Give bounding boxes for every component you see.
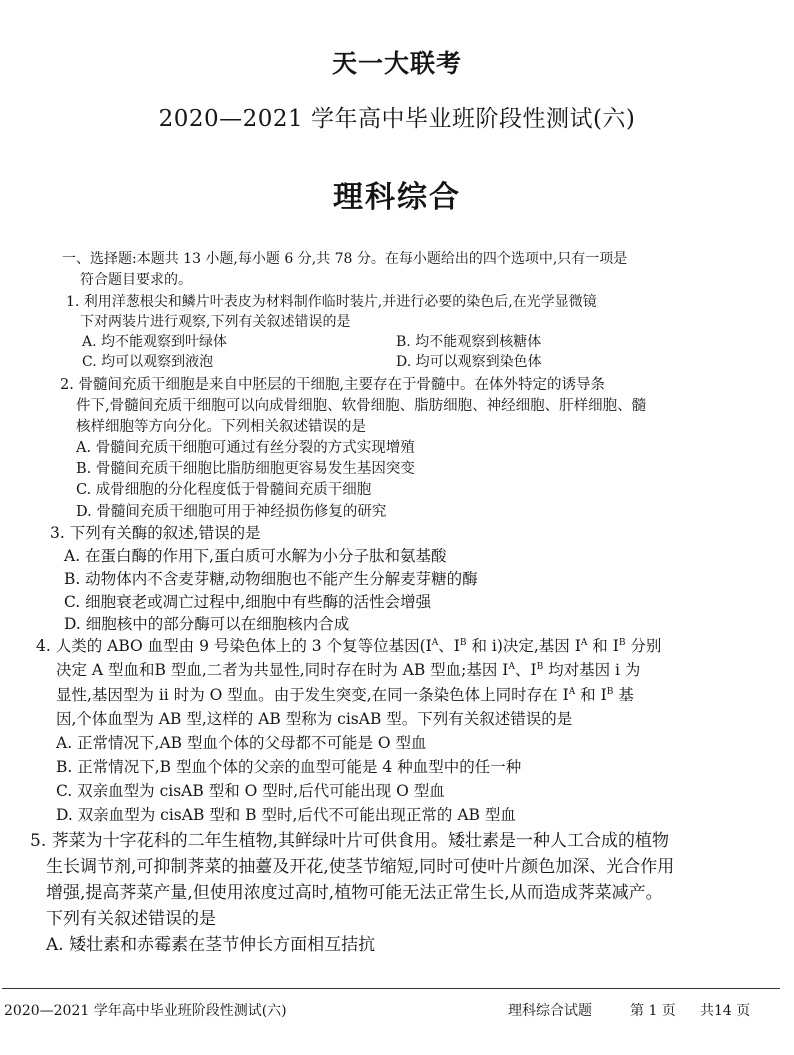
q4-option-d: D. 双亲血型为 cisAB 型和 B 型时,后代不可能出现正常的 AB 型血 bbox=[56, 806, 516, 824]
footer-exam-name: 2020—2021 学年高中毕业班阶段性测试(六) bbox=[4, 1003, 287, 1019]
q1-option-d: D. 均可以观察到染色体 bbox=[396, 354, 542, 370]
q4-option-c: C. 双亲血型为 cisAB 型和 O 型时,后代可能出现 O 型血 bbox=[56, 782, 445, 800]
q4-option-b: B. 正常情况下,B 型血个体的父亲的血型可能是 4 种血型中的任一种 bbox=[56, 758, 522, 776]
q5-stem-cont-3: 下列有关叙述错误的是 bbox=[46, 909, 216, 929]
q3-option-d: D. 细胞核中的部分酶可以在细胞核内合成 bbox=[64, 615, 350, 633]
q2-stem: 2. 骨髓间充质干细胞是来自中胚层的干细胞,主要存在于骨髓中。在体外特定的诱导条 bbox=[60, 377, 606, 393]
exam-title: 2020—2021 学年高中毕业班阶段性测试(六) bbox=[158, 106, 636, 132]
q2-stem-cont-1: 件下,骨髓间充质干细胞可以向成骨细胞、软骨细胞、脂肪细胞、神经细胞、肝样细胞、髓 bbox=[76, 398, 647, 414]
footer-divider bbox=[2, 988, 780, 989]
q4-option-a: A. 正常情况下,AB 型血个体的父母都不可能是 O 型血 bbox=[56, 734, 427, 752]
q1-option-a: A. 均不能观察到叶绿体 bbox=[82, 334, 228, 350]
q1-stem-cont: 下对两装片进行观察,下列有关叙述错误的是 bbox=[80, 314, 351, 330]
q4-stem: 4. 人类的 ABO 血型由 9 号染色体上的 3 个复等位基因($I^A$、$I^B$ 和 i)决定,基因 $I^A$ 和 $I^B$ 分别 bbox=[36, 637, 662, 655]
q5-stem: 5. 荠菜为十字花科的二年生植物,其鲜绿叶片可供食用。矮壮素是一种人工合成的植物 bbox=[30, 831, 670, 851]
section-heading: 一、选择题:本题共 13 小题,每小题 6 分,共 78 分。在每小题给出的四个选项中,只有一项是 bbox=[62, 251, 628, 267]
q4-stem-cont-2: 显性,基因型为 ii 时为 O 型血。由于发生突变,在同一条染色体上同时存在 $I^A$ 和 $I^B$ 基 bbox=[56, 686, 634, 704]
q1-option-c: C. 均可以观察到液泡 bbox=[82, 354, 214, 370]
q5-stem-cont-1: 生长调节剂,可抑制荠菜的抽薹及开花,使茎节缩短,同时可使叶片颜色加深、光合作用 bbox=[46, 857, 675, 877]
q3-option-a: A. 在蛋白酶的作用下,蛋白质可水解为小分子肽和氨基酸 bbox=[64, 547, 447, 565]
q2-option-b: B. 骨髓间充质干细胞比脂肪细胞更容易发生基因突变 bbox=[76, 461, 415, 477]
q3-stem: 3. 下列有关酶的叙述,错误的是 bbox=[50, 524, 261, 542]
footer-subject: 理科综合试题 bbox=[508, 1003, 592, 1019]
q2-option-c: C. 成骨细胞的分化程度低于骨髓间充质干细胞 bbox=[76, 482, 372, 498]
section-heading-cont: 符合题目要求的。 bbox=[80, 272, 192, 288]
q5-option-a: A. 矮壮素和赤霉素在茎节伸长方面相互拮抗 bbox=[46, 935, 376, 955]
q4-stem-cont-1: 决定 A 型血和B 型血,二者为共显性,同时存在时为 AB 型血;基因 $I^A$、$I^B$ 均对基因 i 为 bbox=[56, 661, 641, 679]
q4-stem-cont-3: 因,个体血型为 AB 型,这样的 AB 型称为 cisAB 型。下列有关叙述错误的是 bbox=[56, 710, 573, 728]
q2-option-d: D. 骨髓间充质干细胞可用于神经损伤修复的研究 bbox=[76, 504, 387, 520]
q3-option-b: B. 动物体内不含麦芽糖,动物细胞也不能产生分解麦芽糖的酶 bbox=[64, 570, 478, 588]
org-title: 天一大联考 bbox=[331, 49, 462, 78]
q2-stem-cont-2: 核样细胞等方向分化。下列相关叙述错误的是 bbox=[76, 419, 366, 435]
subject-title: 理科综合 bbox=[333, 180, 461, 215]
q1-stem: 1. 利用洋葱根尖和鳞片叶表皮为材料制作临时装片,并进行必要的染色后,在光学显微镜 bbox=[66, 294, 597, 310]
q1-option-b: B. 均不能观察到核糖体 bbox=[396, 334, 542, 350]
footer-page-number: 第 1 页 bbox=[630, 1003, 676, 1019]
q5-stem-cont-2: 增强,提高荠菜产量,但使用浓度过高时,植物可能无法正常生长,从而造成荠菜减产。 bbox=[46, 883, 663, 903]
q3-option-c: C. 细胞衰老或凋亡过程中,细胞中有些酶的活性会增强 bbox=[64, 593, 432, 611]
footer-page-total: 共14 页 bbox=[700, 1003, 751, 1019]
q2-option-a: A. 骨髓间充质干细胞可通过有丝分裂的方式实现增殖 bbox=[76, 440, 415, 456]
